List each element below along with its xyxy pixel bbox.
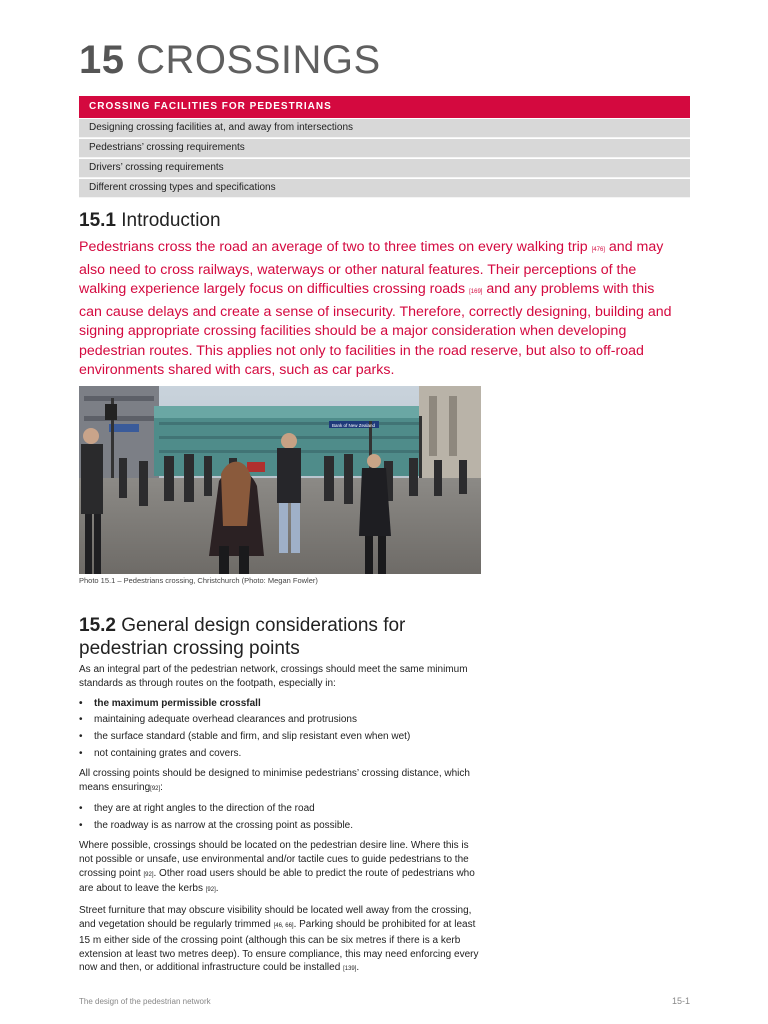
chapter-title [79, 38, 381, 83]
chapter-number: 15 [79, 38, 125, 82]
body-paragraph [79, 904, 479, 977]
standards-list [79, 697, 479, 761]
crossing-distance-list [79, 802, 479, 833]
body-text: . Other road users should be able to predict the route of pedestrians who are about to leave the kerbs [79, 867, 475, 895]
chapter-contents-box [79, 96, 690, 198]
citation: [92] [150, 785, 161, 792]
intro-text-1: Pedestrians cross the road an average of two to three times on every walking trip [79, 239, 588, 255]
section-heading-general-design [79, 614, 405, 660]
section-title-line-1: General design considerations for [121, 615, 406, 636]
section-body [79, 663, 479, 983]
citation: [476] [591, 247, 605, 253]
section-heading-introduction [79, 209, 221, 232]
street-scene-image [79, 386, 481, 574]
citation: [139] [343, 966, 357, 973]
page-number: 15-1 [671, 996, 690, 1006]
body-paragraph [79, 767, 479, 797]
list-item: • they are at right angles to the direction of the road [79, 802, 479, 816]
list-item: • not containing grates and covers. [79, 747, 479, 761]
intro-paragraph [79, 238, 679, 381]
citation: [169] [469, 289, 483, 295]
intro-text-2: and may also need to cross railways, waterways or other natural features. Their perceptions of the walking experience largely focus on difficulties crossing roads [79, 239, 664, 297]
intro-text-3: and any problems with this can cause delays and create a sense of insecurity. Therefore, correctly designing, building and signing appropriate crossing facilities should be a major consideration when developing pedestrian routes. This applies not only to facilities in the road reserve, but also to off-road environments shared with cars, such as car parks. [79, 281, 672, 378]
contents-item[interactable]: Drivers’ crossing requirements [79, 159, 690, 178]
contents-header: CROSSING FACILITIES FOR PEDESTRIANS [79, 96, 690, 118]
pedestrians-crossing-photo [79, 386, 481, 574]
photo-caption: Photo 15.1 – Pedestrians crossing, Christchurch (Photo: Megan Fowler) [79, 576, 318, 585]
list-item: • the roadway is as narrow at the crossing point as possible. [79, 819, 479, 833]
footer-title: The design of the pedestrian network [79, 997, 211, 1006]
contents-item[interactable]: Designing crossing facilities at, and away from intersections [79, 119, 690, 138]
body-text: . Parking should be prohibited for at least 15 m either side of the crossing point (although this can be six metres if there is a kerb extension at least two metres deep). To ensure compliance, this may need enforcing every now and then, or additional infrastructure could be installed [79, 918, 479, 974]
section-title-line-2: pedestrian crossing points [79, 638, 300, 659]
body-paragraph: As an integral part of the pedestrian network, crossings should meet the same minimum standards as through routes on the footpath, especially in: [79, 664, 468, 689]
citation: [46, 66] [273, 922, 294, 929]
list-item: • the surface standard (stable and firm, and slip resistant even when wet) [79, 730, 479, 744]
body-paragraph [79, 839, 479, 898]
body-text: Street furniture that may obscure visibility should be located well away from the crossing, and vegetation should be regularly trimmed [79, 905, 472, 930]
list-item: • maintaining adequate overhead clearances and protrusions [79, 713, 479, 727]
section-title: Introduction [121, 210, 221, 231]
contents-item[interactable]: Different crossing types and specifications [79, 179, 690, 198]
chapter-name: CROSSINGS [136, 38, 381, 82]
body-text: . [215, 883, 219, 895]
section-number: 15.2 [79, 615, 116, 636]
section-number: 15.1 [79, 210, 116, 231]
citation: [92] [143, 871, 154, 878]
body-text: . [356, 962, 360, 974]
citation: [92] [205, 887, 216, 894]
body-text: All crossing points should be designed to minimise pedestrians’ crossing distance, which means ensuring [79, 767, 470, 793]
contents-item[interactable]: Pedestrians’ crossing requirements [79, 139, 690, 158]
body-text: : [160, 781, 163, 793]
list-item: • the maximum permissible crossfall [79, 697, 479, 711]
bank-sign-text: Bank of New Zealand [332, 423, 376, 428]
body-text: Where possible, crossings should be located on the pedestrian desire line. Where this is not possible or unsafe, use environmental and/or tactile cues to guide pedestrians to the crossing point [79, 839, 469, 879]
